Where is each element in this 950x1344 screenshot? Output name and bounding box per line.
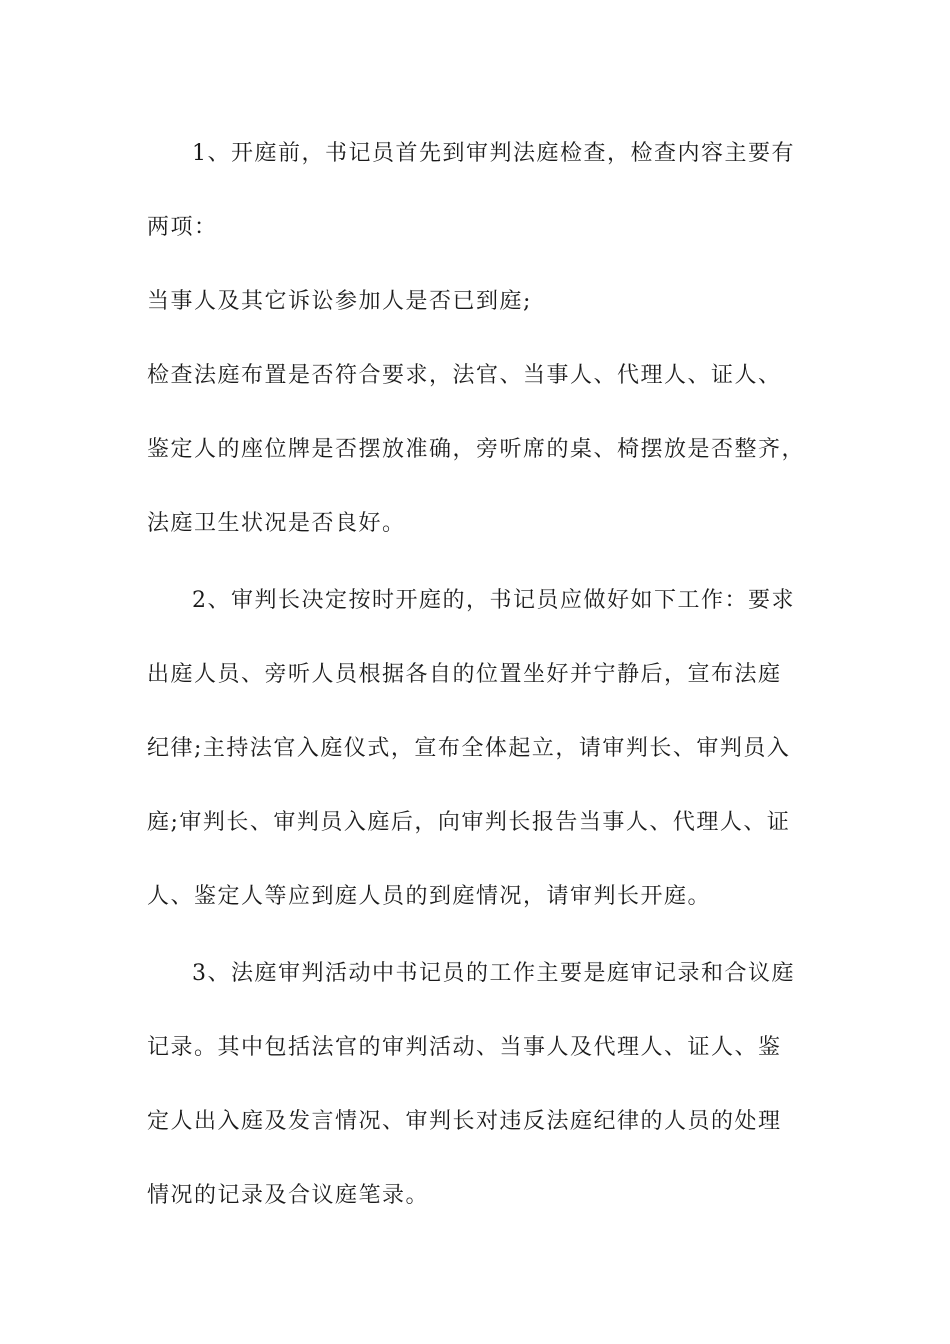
paragraph-2-line-4: 庭;审判长、审判员入庭后，向审判长报告当事人、代理人、证 [147,810,791,835]
paragraph-1-line-1: 1、开庭前，书记员首先到审判法庭检查，检查内容主要有 [192,141,795,166]
paragraph-2-line-1: 2、审判长决定按时开庭的，书记员应做好如下工作：要求 [192,588,795,613]
paragraph-3-line-4: 情况的记录及合议庭笔录。 [147,1183,430,1208]
item-attendance-check: 当事人及其它诉讼参加人是否已到庭; [147,289,532,314]
item-courtroom-layout-line-2: 鉴定人的座位牌是否摆放准确，旁听席的桌、椅摆放是否整齐， [147,437,806,462]
item-courtroom-layout-line-1: 检查法庭布置是否符合要求，法官、当事人、代理人、证人、 [147,363,782,388]
paragraph-1-line-2: 两项： [147,215,218,240]
paragraph-2-line-5: 人、鉴定人等应到庭人员的到庭情况，请审判长开庭。 [147,884,712,909]
paragraph-2-line-3: 纪律;主持法官入庭仪式，宣布全体起立，请审判长、审判员入 [147,736,791,761]
paragraph-3-line-1: 3、法庭审判活动中书记员的工作主要是庭审记录和合议庭 [192,961,795,986]
paragraph-3-line-2: 记录。其中包括法官的审判活动、当事人及代理人、证人、鉴 [147,1035,782,1060]
paragraph-3-line-3: 定人出入庭及发言情况、审判长对违反法庭纪律的人员的处理 [147,1109,782,1134]
paragraph-2-line-2: 出庭人员、旁听人员根据各自的位置坐好并宁静后，宣布法庭 [147,662,782,687]
item-courtroom-layout-line-3: 法庭卫生状况是否良好。 [147,511,406,536]
